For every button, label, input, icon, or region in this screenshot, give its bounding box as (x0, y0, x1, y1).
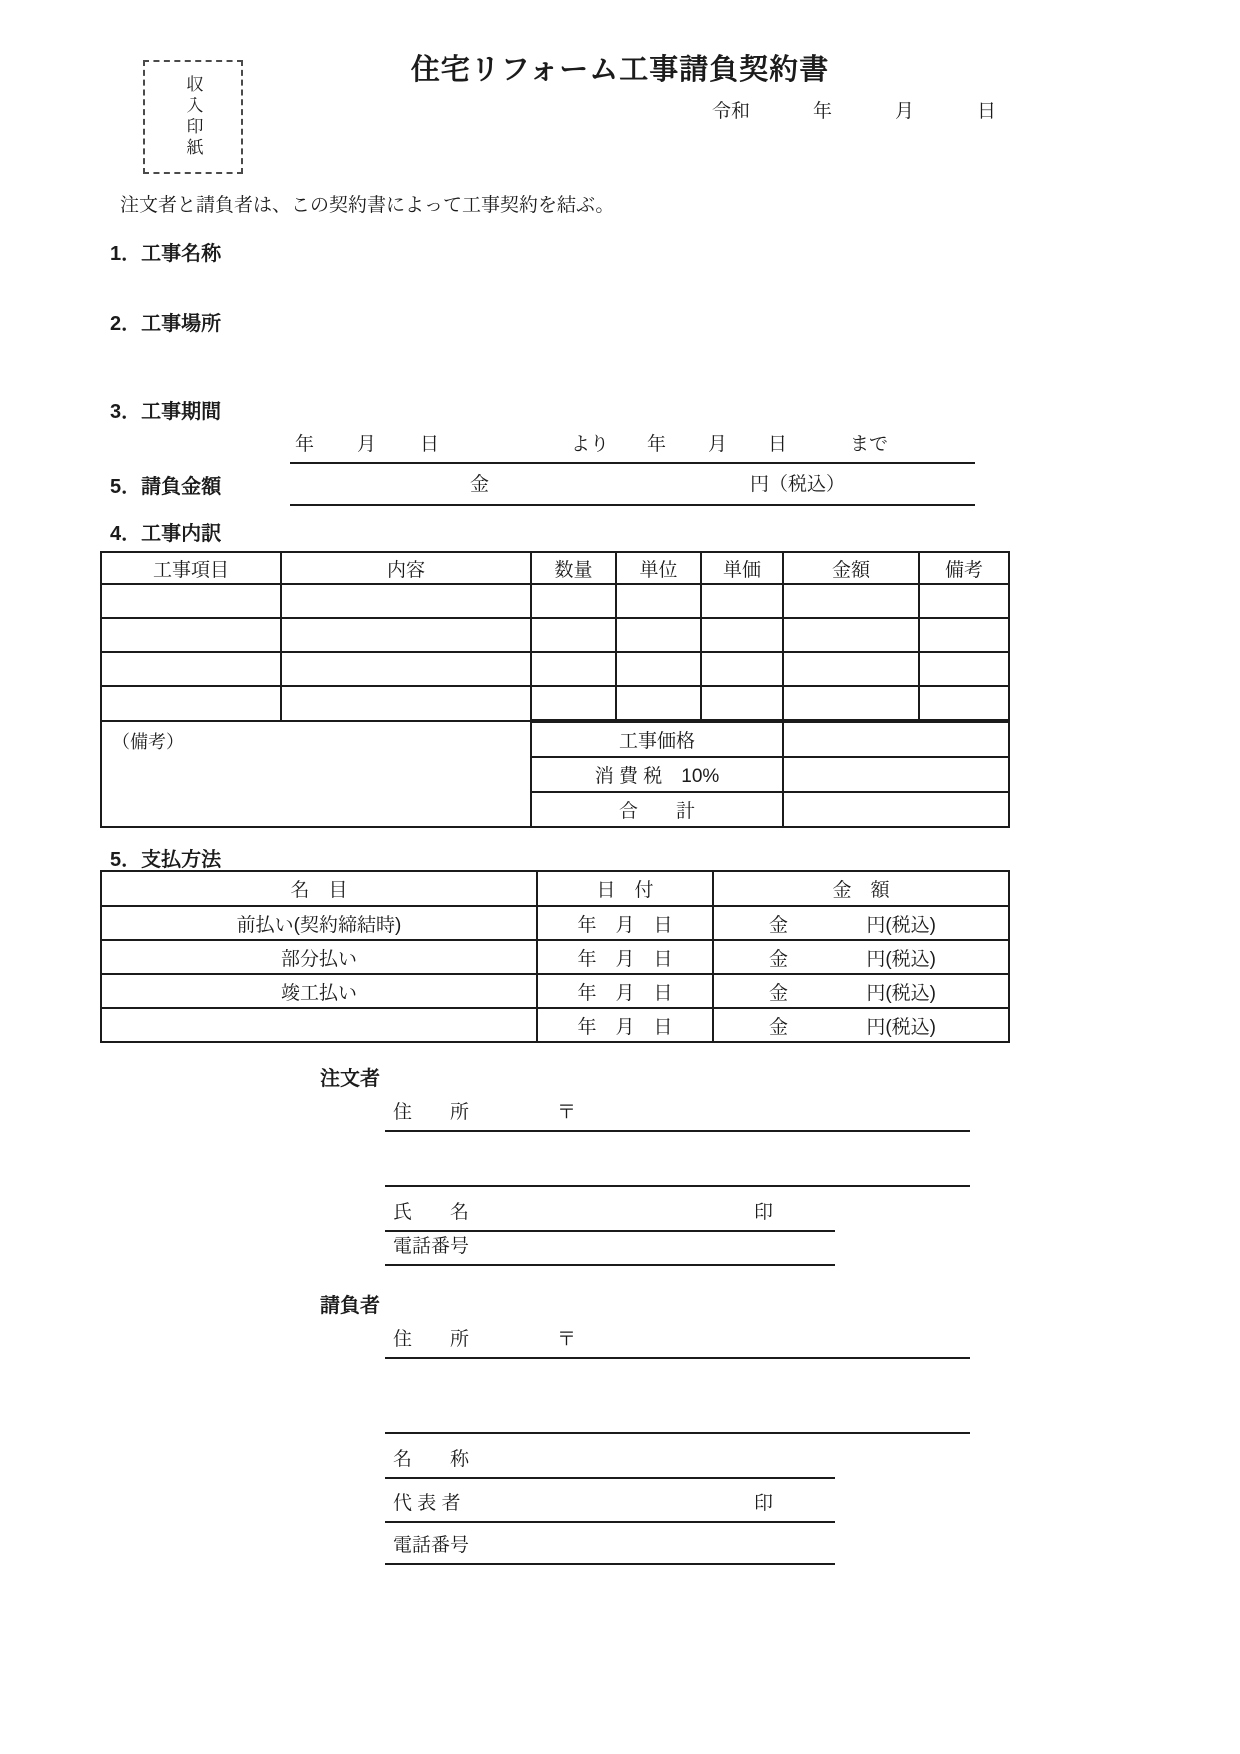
payment-amount-cell (713, 1008, 1009, 1042)
breakdown-empty-row (101, 618, 1009, 652)
section-heading-payment-method: 5．支払方法 (110, 849, 222, 871)
page-title: 住宅リフォーム工事請負契約書 (410, 54, 830, 86)
payment-header-item: 名 目 (101, 871, 537, 906)
breakdown-empty-cell (101, 652, 281, 686)
summary-tax-label: 消 費 税 10% (531, 757, 783, 792)
payment-currency-suffix: 円(税込) (866, 1016, 936, 1038)
breakdown-empty-row (101, 584, 1009, 618)
breakdown-empty-cell (281, 652, 531, 686)
intro-text: 注文者と請負者は、この契約書によって工事契約を結ぶ。 (120, 195, 615, 216)
breakdown-empty-cell (919, 618, 1009, 652)
breakdown-empty-cell (783, 686, 919, 721)
contractor-representative-line (385, 1487, 835, 1523)
work-breakdown-table (100, 551, 1010, 828)
section-heading-work-period: 3．工事期間 (110, 401, 222, 423)
section-heading-work-name: 1．工事名称 (110, 243, 222, 265)
payment-date-cell: 年 月 日 (537, 974, 713, 1008)
breakdown-header-amount: 金額 (783, 552, 919, 584)
period-from-label: より (571, 434, 610, 455)
period-month-to-label: 月 (708, 434, 728, 455)
breakdown-empty-cell (616, 584, 701, 618)
breakdown-empty-row (101, 686, 1009, 721)
breakdown-empty-cell (101, 686, 281, 721)
contractor-company-label: 名 称 (393, 1449, 470, 1470)
date-line (712, 96, 996, 123)
orderer-name-label: 氏 名 (393, 1202, 470, 1223)
orderer-name-line (385, 1196, 835, 1232)
breakdown-empty-cell (101, 584, 281, 618)
payment-row-blank (101, 1008, 1009, 1042)
month-label: 月 (894, 101, 914, 122)
breakdown-header-note: 備考 (919, 552, 1009, 584)
day-label: 日 (976, 101, 996, 122)
breakdown-summary-row-price (101, 721, 1009, 757)
contractor-phone-line (385, 1531, 835, 1565)
breakdown-empty-cell (701, 618, 783, 652)
payment-amount-cell (713, 906, 1009, 940)
contract-amount-fill-line (290, 466, 975, 506)
breakdown-empty-cell (701, 652, 783, 686)
postal-mark: 〒 (557, 1102, 577, 1123)
payment-item-label: 前払い(契約締結時) (101, 906, 537, 940)
year-label: 年 (812, 101, 832, 122)
contractor-address-line (385, 1323, 970, 1359)
payment-item-label (101, 1008, 537, 1042)
breakdown-header-content: 内容 (281, 552, 531, 584)
orderer-heading: 注文者 (320, 1068, 380, 1090)
payment-currency-prefix: 金 (769, 982, 789, 1004)
summary-price-value-cell (783, 721, 1009, 757)
payment-row-partial (101, 940, 1009, 974)
breakdown-header-row (101, 552, 1009, 584)
payment-currency-prefix: 金 (769, 948, 789, 970)
payment-amount-cell (713, 974, 1009, 1008)
breakdown-remarks-cell: （備考） (101, 721, 531, 827)
breakdown-empty-cell (531, 584, 616, 618)
seal-mark: 印 (753, 1493, 773, 1514)
payment-method-table (100, 870, 1010, 1043)
summary-tax-value-cell (783, 757, 1009, 792)
payment-currency-suffix: 円(税込) (866, 948, 936, 970)
currency-prefix-label: 金 (470, 474, 490, 495)
contractor-representative-label: 代 表 者 (393, 1493, 461, 1514)
payment-date-cell: 年 月 日 (537, 1008, 713, 1042)
contractor-phone-label: 電話番号 (393, 1535, 470, 1556)
contractor-address-line-2 (385, 1432, 970, 1434)
breakdown-empty-cell (531, 618, 616, 652)
postal-mark: 〒 (557, 1329, 577, 1350)
period-month-from-label: 月 (357, 434, 377, 455)
contractor-heading: 請負者 (320, 1295, 380, 1317)
section-heading-contract-amount: 5．請負金額 (110, 476, 222, 498)
section-heading-work-breakdown: 4．工事内訳 (110, 523, 222, 545)
payment-date-cell: 年 月 日 (537, 940, 713, 974)
breakdown-empty-cell (919, 584, 1009, 618)
payment-currency-prefix: 金 (769, 914, 789, 936)
breakdown-header-quantity: 数量 (531, 552, 616, 584)
breakdown-empty-cell (919, 686, 1009, 721)
section-heading-work-place: 2．工事場所 (110, 313, 222, 335)
breakdown-empty-row (101, 652, 1009, 686)
period-year-from-label: 年 (295, 434, 315, 455)
period-year-to-label: 年 (647, 434, 667, 455)
breakdown-empty-cell (701, 584, 783, 618)
breakdown-empty-cell (616, 618, 701, 652)
payment-header-amount: 金 額 (713, 871, 1009, 906)
payment-header-row (101, 871, 1009, 906)
payment-currency-suffix: 円(税込) (866, 914, 936, 936)
orderer-address-line (385, 1096, 970, 1132)
breakdown-empty-cell (616, 652, 701, 686)
payment-item-label: 部分払い (101, 940, 537, 974)
payment-item-label: 竣工払い (101, 974, 537, 1008)
currency-suffix-label: 円（税込） (750, 474, 846, 495)
payment-header-date: 日 付 (537, 871, 713, 906)
orderer-address-label: 住 所 (393, 1102, 470, 1123)
summary-price-label: 工事価格 (531, 721, 783, 757)
payment-date-cell: 年 月 日 (537, 906, 713, 940)
breakdown-header-unit: 単位 (616, 552, 701, 584)
summary-total-value-cell (783, 792, 1009, 827)
revenue-stamp-label: 収入印紙 (183, 75, 203, 159)
breakdown-empty-cell (919, 652, 1009, 686)
period-until-label: まで (850, 434, 889, 455)
breakdown-header-item: 工事項目 (101, 552, 281, 584)
breakdown-empty-cell (783, 584, 919, 618)
payment-row-completion (101, 974, 1009, 1008)
breakdown-empty-cell (701, 686, 783, 721)
breakdown-empty-cell (281, 686, 531, 721)
orderer-phone-line (385, 1232, 835, 1266)
payment-row-advance (101, 906, 1009, 940)
period-day-to-label: 日 (768, 434, 788, 455)
seal-mark: 印 (753, 1202, 773, 1223)
breakdown-empty-cell (281, 584, 531, 618)
payment-currency-prefix: 金 (769, 1016, 789, 1038)
payment-currency-suffix: 円(税込) (866, 982, 936, 1004)
breakdown-empty-cell (616, 686, 701, 721)
orderer-address-line-2 (385, 1185, 970, 1187)
breakdown-empty-cell (783, 652, 919, 686)
breakdown-empty-cell (531, 652, 616, 686)
era-label: 令和 (712, 101, 751, 122)
breakdown-empty-cell (531, 686, 616, 721)
breakdown-empty-cell (281, 618, 531, 652)
breakdown-empty-cell (783, 618, 919, 652)
summary-total-label: 合 計 (531, 792, 783, 827)
period-day-from-label: 日 (420, 434, 440, 455)
contractor-company-line (385, 1443, 835, 1479)
breakdown-header-unit-price: 単価 (701, 552, 783, 584)
orderer-phone-label: 電話番号 (393, 1236, 470, 1257)
work-period-fill-line (290, 428, 975, 464)
breakdown-empty-cell (101, 618, 281, 652)
contractor-address-label: 住 所 (393, 1329, 470, 1350)
payment-amount-cell (713, 940, 1009, 974)
